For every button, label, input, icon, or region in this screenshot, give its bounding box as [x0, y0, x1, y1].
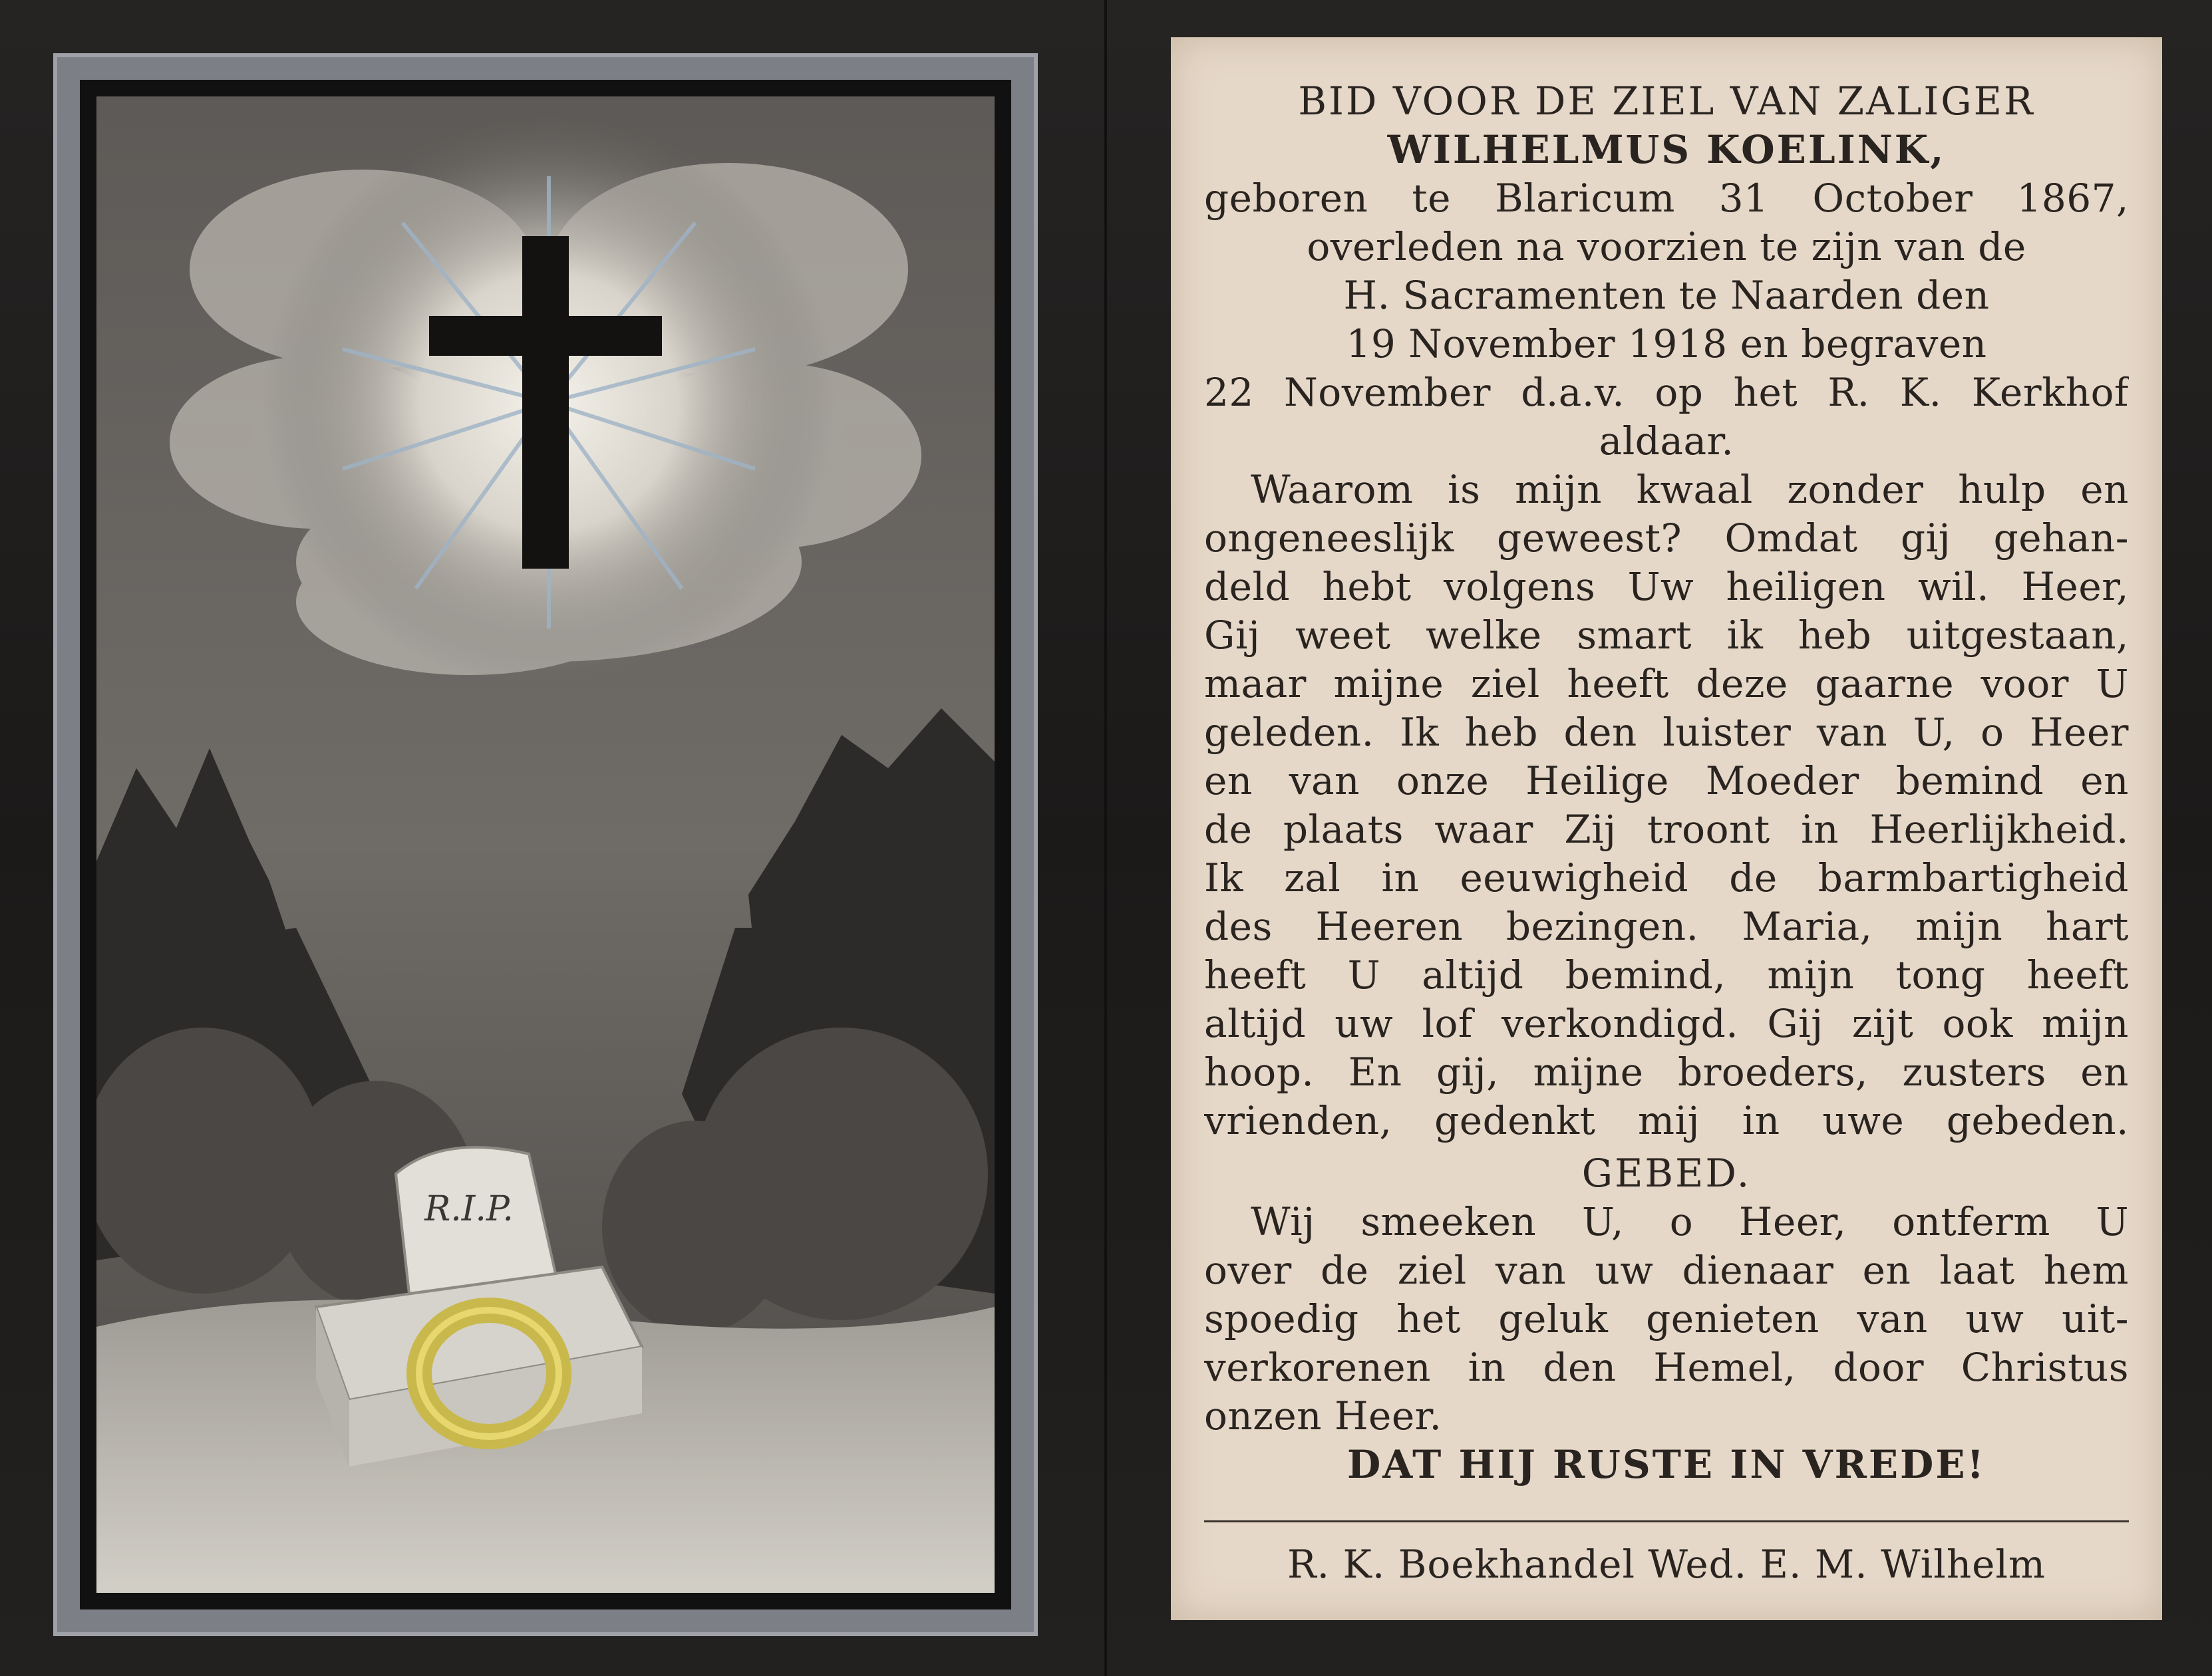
prayer-heading: GEBED. [1581, 1151, 1752, 1196]
tombstone-inscription: R.I.P. [424, 1189, 514, 1229]
verse-line: de plaats waar Zij troont in Heerlijkheid. [1204, 807, 2129, 852]
devotional-picture [96, 96, 995, 1593]
prayer-line: onzen Heer. [1204, 1393, 1442, 1439]
prayer-line: over de ziel van uw dienaar en laat hem [1204, 1248, 2129, 1293]
closing-line: DAT HIJ RUSTE IN VREDE! [1347, 1442, 1986, 1487]
verse-line: maar mijne ziel heeft deze gaarne voor U [1204, 661, 2129, 706]
text-panel [1171, 37, 2162, 1620]
prayer-line: Wij smeeken U, o Heer, ontferm U [1251, 1199, 2129, 1244]
verse-line: hoop. En gij, mijne broeders, zusters en [1204, 1049, 2129, 1095]
grave-scene-illustration [96, 96, 995, 1593]
verse-line: heeft U altijd bemind, mijn tong heeft [1204, 952, 2129, 998]
card-text [1204, 77, 2129, 1489]
footer-divider [1204, 1520, 2129, 1522]
picture-border [80, 80, 1011, 1609]
deceased-name: WILHELMUS KOELINK, [1387, 127, 1946, 172]
bio-line: 22 November d.a.v. op het R. K. Kerkhof [1204, 370, 2129, 415]
verse-line: Gij weet welke smart ik heb uitgestaan, [1204, 613, 2129, 658]
verse-line: altijd uw lof verkondigd. Gij zijt ook mijn [1204, 1001, 2129, 1046]
bio-line: H. Sacramenten te Naarden den [1343, 273, 1990, 318]
verse-line: deld hebt volgens Uw heiligen wil. Heer, [1204, 564, 2129, 609]
prayer-line: verkorenen in den Hemel, door Christus [1204, 1345, 2129, 1390]
card-fold [1104, 0, 1107, 1676]
bio-line: 19 November 1918 en begraven [1346, 321, 1987, 366]
verse-line: ongeneeslijk geweest? Omdat gij gehan- [1204, 515, 2129, 561]
verse-line: vrienden, gedenkt mij in uwe gebeden. [1204, 1098, 2129, 1143]
verse-line: des Heeren bezingen. Maria, mijn hart [1204, 904, 2129, 949]
verse-line: en van onze Heilige Moeder bemind en [1204, 758, 2129, 803]
verse-line: Waarom is mijn kwaal zonder hulp en [1251, 467, 2129, 512]
bio-line: overleden na voorzien te zijn van de [1307, 224, 2026, 269]
verse-line: geleden. Ik heb den luister van U, o Heer [1204, 710, 2129, 755]
bio-line: aldaar. [1599, 418, 1734, 464]
printer-credit: R. K. Boekhandel Wed. E. M. Wilhelm [1287, 1542, 2046, 1587]
prayer-line: spoedig het geluk genieten van uw uit- [1204, 1296, 2129, 1341]
prayer-request: BID VOOR DE ZIEL VAN ZALIGER [1298, 78, 2035, 124]
bio-line: geboren te Blaricum 31 October 1867, [1204, 176, 2129, 221]
picture-frame [53, 53, 1038, 1636]
verse-line: Ik zal in eeuwigheid de barmbartigheid [1204, 855, 2129, 901]
